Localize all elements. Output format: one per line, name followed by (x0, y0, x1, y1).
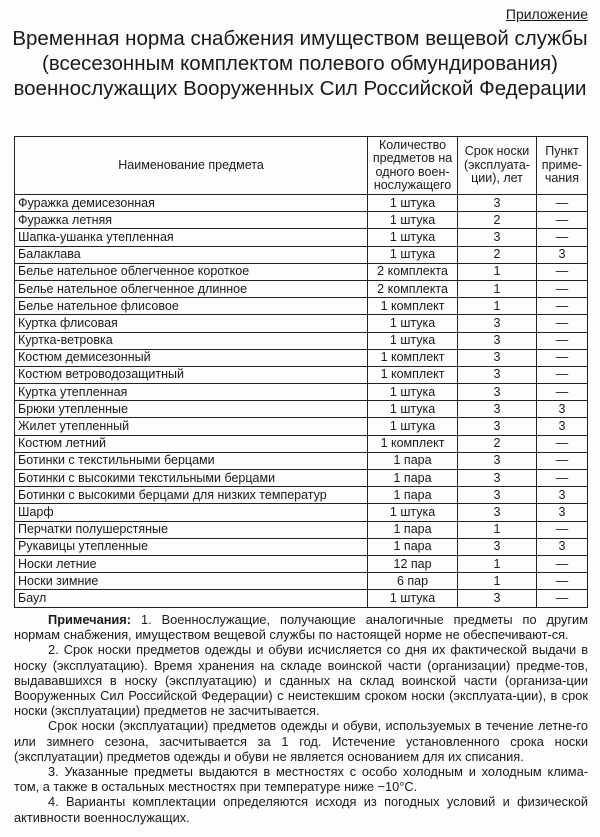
item-note: — (536, 212, 587, 229)
item-term: 3 (458, 366, 537, 383)
item-note: 3 (536, 246, 587, 263)
item-name: Костюм демисезонный (15, 349, 368, 366)
header-quantity: Количество предметов на одного воен-нослужащего (368, 137, 458, 195)
item-note: — (536, 349, 587, 366)
table-row (15, 263, 588, 280)
table-row (15, 418, 588, 435)
item-term: 1 (458, 263, 537, 280)
table-row (15, 195, 588, 212)
item-note: — (536, 366, 587, 383)
item-name: Костюм летний (15, 435, 368, 452)
item-name: Белье нательное облегченное длинное (15, 280, 368, 297)
item-note: — (536, 280, 587, 297)
table-row (15, 487, 588, 504)
table-row (15, 332, 588, 349)
table-row (15, 555, 588, 572)
notes (14, 612, 588, 825)
table-row (15, 590, 588, 607)
item-name: Жилет утепленный (15, 418, 368, 435)
item-note: — (536, 384, 587, 401)
item-term: 2 (458, 435, 537, 452)
item-quantity: 1 штука (368, 332, 458, 349)
appendix-label: Приложение (505, 6, 588, 22)
item-note: — (536, 315, 587, 332)
table-row (15, 452, 588, 469)
item-note: — (536, 298, 587, 315)
table-row (15, 315, 588, 332)
item-name: Фуражка демисезонная (15, 195, 368, 212)
item-quantity: 1 штука (368, 246, 458, 263)
item-note: — (536, 555, 587, 572)
item-quantity: 1 штука (368, 212, 458, 229)
table-row (15, 435, 588, 452)
item-quantity: 1 комплект (368, 298, 458, 315)
item-name: Белье нательное облегченное короткое (15, 263, 368, 280)
item-name: Брюки утепленные (15, 401, 368, 418)
document-title: Временная норма снабжения имуществом вещевой службы (всесезонным комплектом полевого обмундирования) военнослужащих Вооруженных Сил Российской Федерации (12, 27, 588, 100)
item-quantity: 1 комплект (368, 349, 458, 366)
item-name: Ботинки с высокими берцами для низких температур (15, 487, 368, 504)
table-header (15, 137, 588, 195)
item-term: 3 (458, 229, 537, 246)
note-3: 3. Указанные предметы выдаются в местностях с особо холодным и холодным клима-том, а также в остальных местностях при температуре ниже −10°С. (14, 764, 588, 795)
table-row (15, 280, 588, 297)
item-note: — (536, 590, 587, 607)
item-quantity: 1 штука (368, 384, 458, 401)
item-name: Куртка-ветровка (15, 332, 368, 349)
table-row (15, 246, 588, 263)
item-term: 2 (458, 212, 537, 229)
item-note: — (536, 263, 587, 280)
note-2b: Срок носки (эксплуатации) предметов одежды и обуви, используемых в течение летне-го или зимнего сезона, засчитывается за 1 год. Истечение установленного срока носки (эксплуатации) предметов одежды и обуви не является основанием для их списания. (14, 718, 588, 764)
item-term: 1 (458, 555, 537, 572)
item-term: 3 (458, 590, 537, 607)
item-name: Ботинки с высокими текстильными берцами (15, 470, 368, 487)
table-row (15, 384, 588, 401)
table-row (15, 229, 588, 246)
item-term: 3 (458, 487, 537, 504)
item-note: — (536, 332, 587, 349)
note-1-text: 1. Военнослужащие, получающие аналогичные предметы по другим нормам снабжения, имуществом вещевой службы по настоящей норме не обеспечивают-ся. (14, 612, 588, 643)
notes-label: Примечания: (48, 612, 132, 627)
item-name: Белье нательное флисовое (15, 298, 368, 315)
item-quantity: 1 пара (368, 452, 458, 469)
item-term: 3 (458, 384, 537, 401)
item-quantity: 1 штука (368, 315, 458, 332)
table-row (15, 401, 588, 418)
item-term: 3 (458, 349, 537, 366)
table-row (15, 298, 588, 315)
item-name: Носки зимние (15, 573, 368, 590)
note-1 (14, 612, 588, 642)
item-note: 3 (536, 418, 587, 435)
item-note: — (536, 521, 587, 538)
item-name: Костюм ветроводозащитный (15, 366, 368, 383)
item-term: 1 (458, 521, 537, 538)
item-term: 3 (458, 401, 537, 418)
item-term: 3 (458, 538, 537, 555)
item-quantity: 2 комплекта (368, 280, 458, 297)
item-note: 3 (536, 487, 587, 504)
table-row (15, 504, 588, 521)
item-quantity: 1 пара (368, 521, 458, 538)
item-quantity: 1 пара (368, 487, 458, 504)
item-term: 3 (458, 452, 537, 469)
item-note: — (536, 573, 587, 590)
item-term: 3 (458, 470, 537, 487)
item-term: 3 (458, 315, 537, 332)
item-name: Ботинки с текстильными берцами (15, 452, 368, 469)
item-term: 3 (458, 504, 537, 521)
item-quantity: 1 комплект (368, 435, 458, 452)
item-name: Баул (15, 590, 368, 607)
table-row (15, 521, 588, 538)
table-row (15, 366, 588, 383)
item-quantity: 1 комплект (368, 366, 458, 383)
item-name: Перчатки полушерстяные (15, 521, 368, 538)
item-name: Куртка флисовая (15, 315, 368, 332)
item-note: 3 (536, 538, 587, 555)
item-quantity: 6 пар (368, 573, 458, 590)
item-name: Фуражка летняя (15, 212, 368, 229)
item-term: 3 (458, 195, 537, 212)
item-quantity: 1 пара (368, 470, 458, 487)
item-quantity: 1 штука (368, 229, 458, 246)
item-note: — (536, 452, 587, 469)
header-note: Пункт приме-чания (536, 137, 587, 195)
supply-norm-table (14, 136, 588, 608)
table-row (15, 470, 588, 487)
item-name: Балаклава (15, 246, 368, 263)
item-name: Шапка-ушанка утепленная (15, 229, 368, 246)
table-row (15, 573, 588, 590)
item-note: 3 (536, 401, 587, 418)
item-quantity: 12 пар (368, 555, 458, 572)
item-note: — (536, 435, 587, 452)
table-row (15, 538, 588, 555)
item-quantity: 1 штука (368, 418, 458, 435)
item-term: 3 (458, 418, 537, 435)
item-note: — (536, 229, 587, 246)
item-quantity: 1 штука (368, 401, 458, 418)
table-row (15, 349, 588, 366)
item-term: 1 (458, 280, 537, 297)
item-quantity: 1 пара (368, 538, 458, 555)
item-term: 2 (458, 246, 537, 263)
item-quantity: 1 штука (368, 195, 458, 212)
item-name: Носки летние (15, 555, 368, 572)
item-note: — (536, 195, 587, 212)
note-2: 2. Срок носки предметов одежды и обуви исчисляется со дня их фактической выдачи в носку (эксплуатацию). Время хранения на складе воинской части (организации) предме-тов, выдававшихся в носку (эксплуатацию) и сданных на склад воинской части (организа-ции Вооруженных Сил Российской Федерации) с неистекшим сроком носки (эксплуата-ции), в срок носки (эксплуатации) предметов не засчитывается. (14, 642, 588, 719)
item-quantity: 1 штука (368, 504, 458, 521)
item-note: — (536, 470, 587, 487)
item-name: Куртка утепленная (15, 384, 368, 401)
item-quantity: 1 штука (368, 590, 458, 607)
item-term: 3 (458, 332, 537, 349)
item-note: 3 (536, 504, 587, 521)
table-row (15, 212, 588, 229)
note-4: 4. Варианты комплектации определяются исходя из погодных условий и физической активности военнослужащих. (14, 794, 588, 825)
item-name: Шарф (15, 504, 368, 521)
header-name: Наименование предмета (15, 137, 368, 195)
item-quantity: 2 комплекта (368, 263, 458, 280)
item-name: Рукавицы утепленные (15, 538, 368, 555)
item-term: 1 (458, 298, 537, 315)
header-term: Срок носки (эксплуата-ции), лет (458, 137, 537, 195)
item-term: 1 (458, 573, 537, 590)
